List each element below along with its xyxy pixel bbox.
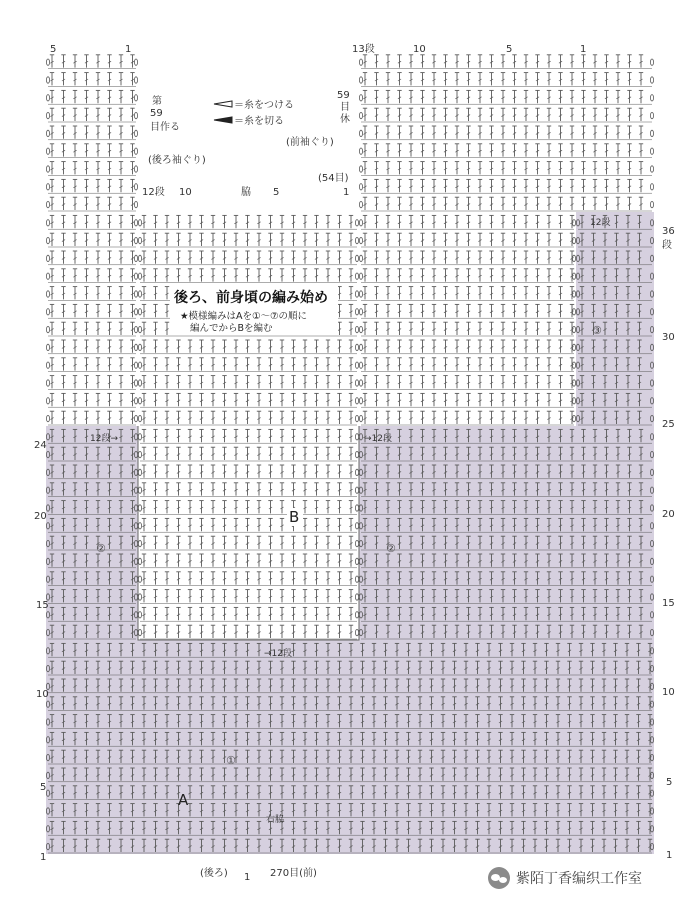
chain-stitch xyxy=(138,220,141,226)
chain-stitch xyxy=(46,291,49,297)
chain-stitch xyxy=(355,362,358,368)
chain-stitch xyxy=(138,273,141,279)
chain-stitch xyxy=(134,326,137,332)
chain-stitch xyxy=(355,487,358,493)
chain-stitch xyxy=(46,309,49,315)
chain-stitch xyxy=(46,237,49,243)
chain-stitch xyxy=(355,523,358,529)
chain-stitch xyxy=(355,237,358,243)
chain-stitch xyxy=(46,398,49,404)
chain-stitch xyxy=(138,558,141,564)
chain-stitch xyxy=(138,629,141,635)
chain-stitch xyxy=(134,220,137,226)
chain-stitch xyxy=(138,594,141,600)
chain-stitch xyxy=(355,594,358,600)
chain-stitch xyxy=(355,469,358,475)
chain-stitch xyxy=(134,415,137,421)
chain-stitch xyxy=(138,415,141,421)
chain-stitch xyxy=(138,237,141,243)
chain-stitch xyxy=(355,434,358,440)
chain-stitch xyxy=(46,255,49,261)
chain-stitch xyxy=(134,344,137,350)
chain-stitch xyxy=(138,540,141,546)
chain-stitch xyxy=(138,469,141,475)
chain-stitch xyxy=(46,326,49,332)
chain-stitch xyxy=(46,273,49,279)
chain-stitch xyxy=(355,291,358,297)
chain-stitch xyxy=(138,451,141,457)
chain-stitch xyxy=(138,255,141,261)
chain-stitch xyxy=(138,362,141,368)
chain-stitch xyxy=(355,220,358,226)
chain-stitch xyxy=(355,415,358,421)
shaded-region-left-2 xyxy=(46,426,138,641)
chain-stitch xyxy=(355,576,358,582)
chain-stitch xyxy=(134,291,137,297)
chain-stitch xyxy=(355,255,358,261)
chain-stitch xyxy=(355,505,358,511)
chain-stitch xyxy=(355,558,358,564)
chain-stitch xyxy=(138,309,141,315)
chain-stitch xyxy=(138,380,141,386)
chain-stitch xyxy=(355,273,358,279)
chain-stitch xyxy=(46,344,49,350)
chain-stitch xyxy=(134,273,137,279)
chain-stitch xyxy=(355,326,358,332)
shaded-region-A xyxy=(46,640,654,854)
chain-stitch xyxy=(138,523,141,529)
shaded-region-right-2 xyxy=(359,426,654,641)
chain-stitch xyxy=(355,398,358,404)
chain-stitch xyxy=(46,220,49,226)
chain-stitch xyxy=(134,380,137,386)
chain-stitch xyxy=(138,612,141,618)
chain-stitch xyxy=(134,255,137,261)
chain-stitch xyxy=(46,415,49,421)
chain-stitch xyxy=(134,362,137,368)
chain-stitch xyxy=(138,487,141,493)
chain-stitch xyxy=(138,576,141,582)
chain-stitch xyxy=(355,612,358,618)
chain-stitch xyxy=(355,451,358,457)
chain-stitch xyxy=(355,309,358,315)
chain-stitch xyxy=(355,380,358,386)
chain-stitch xyxy=(138,434,141,440)
chain-stitch xyxy=(46,380,49,386)
shaded-regions xyxy=(46,212,654,854)
chain-stitch xyxy=(138,505,141,511)
chain-stitch xyxy=(134,309,137,315)
chain-stitch xyxy=(355,629,358,635)
chain-stitch xyxy=(138,291,141,297)
chain-stitch xyxy=(138,398,141,404)
chain-stitch xyxy=(138,344,141,350)
chain-stitch xyxy=(46,362,49,368)
chain-stitch xyxy=(355,540,358,546)
chain-stitch xyxy=(355,344,358,350)
chain-stitch xyxy=(134,398,137,404)
shaded-region-3 xyxy=(576,212,654,427)
chain-stitch xyxy=(134,237,137,243)
chain-stitch xyxy=(138,326,141,332)
